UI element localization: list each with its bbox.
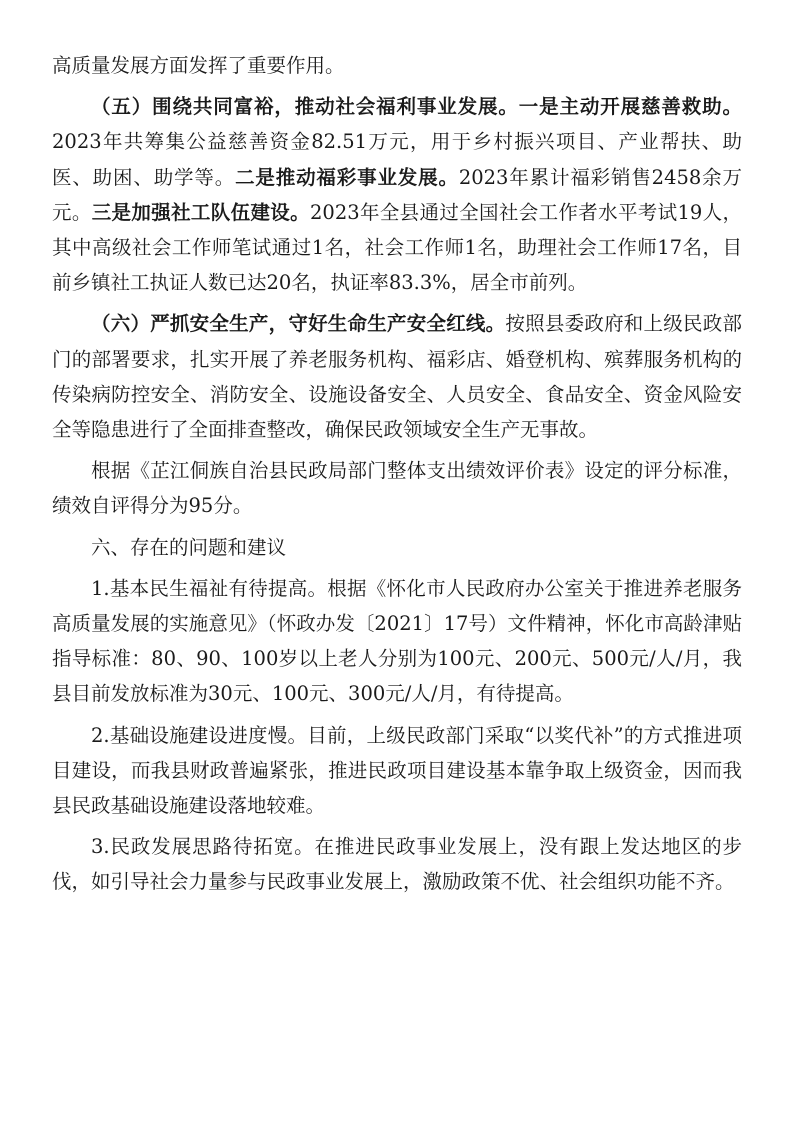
bold-point-charity: 一是主动开展慈善救助。 [518, 95, 742, 119]
section-title-problems: 六、存在的问题和建议 [91, 535, 287, 559]
bold-point-lottery: 二是推动福彩事业发展。 [235, 165, 459, 189]
text-charity: 2023年共筹集公益慈善资金82.51万元，用于乡村振兴项目、产业帮扶、助医、助困、助学等。 [52, 130, 742, 189]
text-lottery: 2023年累计福彩销售2458余万元。 [52, 165, 742, 224]
text-safety: 按照县委政府和上级民政部门的部署要求，扎实开展了养老服务机构、福彩店、婚登机构、殡葬服务机构的传染病防控安全、消防安全、设施设备安全、人员安全、食品安全、资金风险安全等隐患进行了全面排查整改，确保民政领域安全生产无事故。 [52, 312, 742, 442]
document-page [52, 48, 742, 900]
paragraph-social-welfare [52, 89, 742, 300]
bold-point-social-work: 三是加强社工队伍建设。 [91, 200, 310, 224]
paragraph-safety [52, 306, 742, 447]
paragraph-problem-1: 1.基本民生福祉有待提高。根据《怀化市人民政府办公室关于推进养老服务高质量发展的实施意见》（怀政办发〔2021〕17号）文件精神，怀化市高龄津贴指导标准：80、90、100岁以上老人分别为100元、200元、500元/人/月，我县目前发放标准为30元、100元、300元/人/月，有待提高。 [52, 576, 742, 706]
text-social-work: 2023年全县通过全国社会工作者水平考试19人，其中高级社会工作师笔试通过1名，社会工作师1名，助理社会工作师17名，目前乡镇社工执证人数已达20名，执证率83.3%，居全市前列。 [52, 200, 742, 295]
paragraph-continuation: 高质量发展方面发挥了重要作用。 [52, 54, 345, 77]
section-heading-six: （六）严抓安全生产，守好生命生产安全红线。 [91, 312, 506, 336]
paragraph-problem-2: 2.基础设施建设进度慢。目前，上级民政部门采取“以奖代补”的方式推进项目建设，而我县财政普遍紧张，推进民政项目建设基本靠争取上级资金，因而我县民政基础设施建设落地较难。 [52, 723, 742, 818]
paragraph-problem-3: 3.民政发展思路待拓宽。在推进民政事业发展上，没有跟上发达地区的步伐，如引导社会力量参与民政事业发展上，激励政策不优、社会组织功能不齐。 [52, 835, 742, 894]
section-heading-five: （五）围绕共同富裕，推动社会福利事业发展。 [91, 95, 519, 119]
paragraph-score: 根据《芷江侗族自治县民政局部门整体支出绩效评价表》设定的评分标准，绩效自评得分为95分。 [52, 459, 742, 518]
